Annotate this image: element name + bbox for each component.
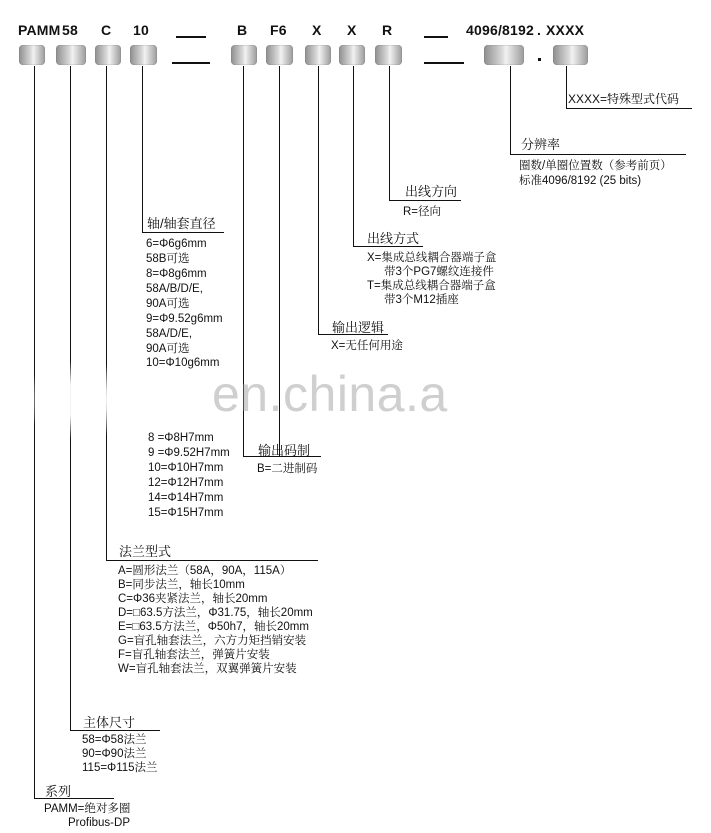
resolution-line-2: 标准4096/8192 (25 bits)	[519, 175, 642, 187]
outlet-method-line-4: 带3个M12插座	[384, 294, 459, 306]
special-code-title: XXXX=特殊型式代码	[568, 92, 680, 106]
flange-line-8: W=盲孔轴套法兰，双翼弹簧片安装	[118, 663, 297, 675]
body-size-title: 主体尺寸	[83, 715, 136, 730]
leader-outlet-method	[353, 66, 354, 246]
series-line-1: PAMM=绝对多圈	[44, 803, 131, 815]
code-dot: .	[537, 22, 542, 38]
outlet-direction-line-1: R=径向	[403, 206, 442, 218]
series-line-2: Profibus-DP	[68, 817, 130, 829]
leader-flange	[106, 66, 107, 560]
body-size-line-2: 90=Φ90法兰	[82, 748, 147, 760]
shaft-line-8: 90A可选	[146, 343, 190, 355]
flange-line-6: G=盲孔轴套法兰，六方力矩挡销安装	[118, 635, 307, 647]
code-r: R	[382, 22, 393, 38]
shaft-line-2: 58B可选	[146, 253, 190, 265]
watermark: en.china.a	[212, 366, 448, 422]
shaft-bore-line-5: 14=Φ14H7mm	[148, 492, 224, 504]
separator-line	[424, 62, 464, 64]
flange-line-1: A=圆形法兰（58A，90A，115A）	[118, 565, 292, 577]
code-x2: X	[347, 22, 357, 38]
leader-flange-underline	[106, 560, 318, 561]
shaft-line-1: 6=Φ6g6mm	[146, 238, 207, 250]
code-f6: F6	[270, 22, 287, 38]
leader-output-logic	[318, 66, 319, 334]
code-10: 10	[133, 22, 149, 38]
flange-line-3: C=Φ36夹紧法兰，轴长20mm	[118, 593, 268, 605]
flange-line-2: B=同步法兰，轴长10mm	[118, 579, 245, 591]
code-box-resolution	[484, 45, 524, 65]
shaft-line-9: 10=Φ10g6mm	[146, 357, 220, 369]
shaft-line-5: 90A可选	[146, 298, 190, 310]
shaft-bore-line-6: 15=Φ15H7mm	[148, 507, 224, 519]
flange-title: 法兰型式	[119, 544, 172, 559]
leader-outlet-direction-underline	[389, 200, 461, 201]
code-58: 58	[62, 22, 78, 38]
code-box-pamm	[19, 45, 45, 65]
flange-line-4: D=□63.5方法兰，Φ31.75，轴长20mm	[118, 607, 313, 619]
resolution-title: 分辨率	[521, 137, 561, 152]
code-xxxx: XXXX	[546, 22, 585, 38]
code-c: C	[101, 22, 112, 38]
shaft-bore-line-3: 10=Φ10H7mm	[148, 462, 224, 474]
series-title: 系列	[45, 784, 72, 799]
code-box-10	[130, 45, 157, 65]
code-box-r	[375, 45, 402, 65]
leader-resolution-underline	[510, 154, 686, 155]
output-code-line-1: B=二进制码	[257, 463, 318, 475]
leader-resolution	[510, 66, 511, 154]
code-dot-mark	[538, 58, 541, 61]
code-box-58	[56, 45, 86, 65]
code-box-special	[553, 45, 588, 65]
outlet-method-line-3: T=集成总线耦合器端子盒	[367, 280, 496, 292]
code-box-f6	[266, 45, 293, 65]
shaft-bore-line-1: 8 =Φ8H7mm	[148, 432, 214, 444]
output-code-title: 输出码制	[258, 443, 311, 458]
resolution-line-1: 圈数/单圈位置数（参考前页）	[519, 160, 672, 172]
shaft-line-6: 9=Φ9.52g6mm	[146, 313, 223, 325]
code-box-c	[95, 45, 121, 65]
shaft-bore-line-4: 12=Φ12H7mm	[148, 477, 224, 489]
leader-special-underline	[566, 108, 692, 109]
body-size-line-3: 115=Φ115法兰	[82, 762, 158, 774]
outlet-direction-title: 出线方向	[405, 184, 458, 199]
leader-special	[566, 66, 567, 108]
code-b: B	[237, 22, 248, 38]
leader-outlet-direction	[389, 66, 390, 200]
leader-shaft-underline	[142, 232, 224, 233]
output-logic-title: 输出逻辑	[332, 320, 385, 335]
code-box-x1	[305, 45, 331, 65]
code-box-x2	[339, 45, 365, 65]
code-pamm: PAMM	[18, 22, 61, 38]
flange-line-5: E=□63.5方法兰，Φ50h7，轴长20mm	[118, 621, 309, 633]
leader-shaft	[142, 66, 143, 232]
code-box-b	[231, 45, 257, 65]
flange-line-7: F=盲孔轴套法兰，弹簧片安装	[118, 649, 270, 661]
shaft-line-3: 8=Φ8g6mm	[146, 268, 207, 280]
output-logic-line-1: X=无任何用途	[331, 340, 403, 352]
separator-dash	[176, 36, 206, 38]
outlet-method-line-1: X=集成总线耦合器端子盒	[367, 252, 497, 264]
outlet-method-title: 出线方式	[367, 231, 420, 246]
outlet-method-line-2: 带3个PG7螺纹连接件	[384, 266, 494, 278]
shaft-bore-line-2: 9 =Φ9.52H7mm	[148, 447, 230, 459]
shaft-title: 轴/轴套直径	[147, 216, 216, 231]
code-x1: X	[312, 22, 322, 38]
watermark-fog	[20, 360, 140, 440]
code-resolution: 4096/8192	[466, 22, 534, 38]
shaft-line-4: 58A/B/D/E,	[146, 283, 203, 295]
separator-line	[172, 62, 210, 64]
separator-dash	[424, 36, 448, 38]
body-size-line-1: 58=Φ58法兰	[82, 734, 147, 746]
shaft-line-7: 58A/D/E,	[146, 328, 193, 340]
